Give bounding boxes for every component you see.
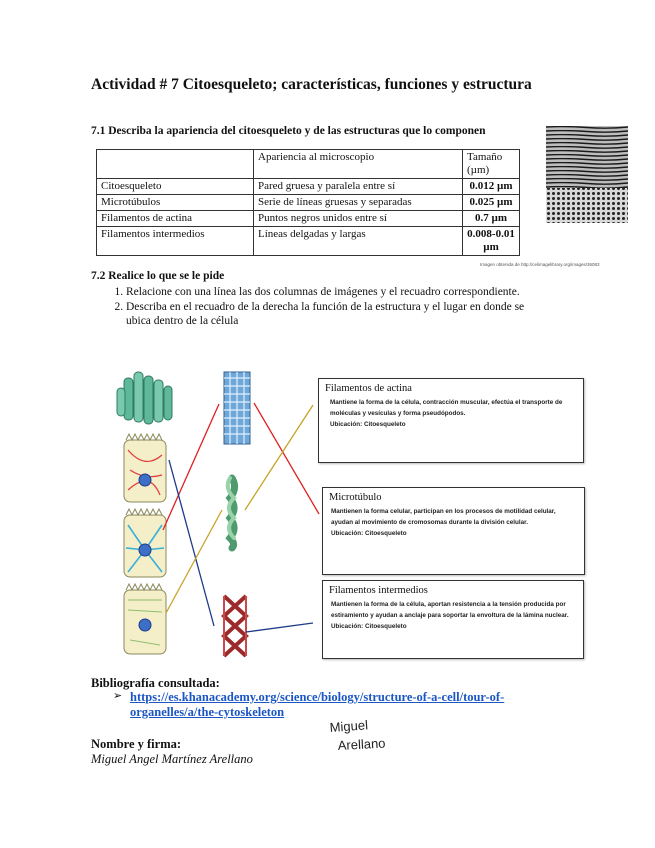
- structure-size: 0.008-0.01 µm: [463, 227, 520, 256]
- instruction-item: 2. Describa en el recuadro de la derecha la función de la estructura y el lugar en donde se ubica dentro de la célula: [126, 300, 546, 329]
- signature-last: Arellano: [337, 735, 386, 753]
- microtubule-description-box: [322, 487, 585, 575]
- structure-name: Filamentos de actina: [97, 211, 254, 227]
- micrograph-image: [546, 126, 628, 223]
- structure-name: Microtúbulos: [97, 195, 254, 211]
- instruction-item: 1. Relacione con una línea las dos columnas de imágenes y el recuadro correspondiente.: [126, 285, 546, 300]
- box-description: Mantienen la forma celular, participan en los procesos de motilidad celular, ayudan al movimiento de cromosomas durante la división celular.: [331, 508, 556, 526]
- section-2-heading: 7.2 Realice lo que se le pide: [91, 270, 225, 282]
- box-description: Mantiene la forma de la célula, contracción muscular, efectúa el transporte de moléculas y vesículas y forma pseudópodos.: [330, 399, 563, 417]
- box-title: Filamentos de actina: [325, 383, 412, 394]
- bibliography-heading: Bibliografía consultada:: [91, 676, 220, 690]
- box-title: Microtúbulo: [329, 492, 382, 503]
- connector-line: [246, 623, 313, 632]
- box-title: Filamentos intermedios: [329, 585, 428, 596]
- bibliography-link[interactable]: https://es.khanacademy.org/science/biology/structure-of-a-cell/tour-of-organelles/a/the-cytoskeleton: [130, 690, 505, 719]
- table-row: [97, 179, 520, 195]
- cell-actin-illustration: [124, 434, 166, 502]
- structure-appearance: Puntos negros unidos entre sí: [254, 211, 463, 227]
- table-row: [97, 227, 520, 256]
- structure-name: Filamentos intermedios: [97, 227, 254, 256]
- structure-size: 0.012 µm: [463, 179, 520, 195]
- handwritten-signature: [328, 716, 403, 756]
- image-credit: Imagen obtenida de http://celimagelibrary.org/images/36083: [480, 262, 600, 267]
- box-location: Ubicación: Citoesqueleto: [331, 530, 407, 537]
- structure-appearance: Líneas delgadas y largas: [254, 227, 463, 256]
- structures-table: [96, 149, 520, 256]
- connector-line: [163, 404, 219, 530]
- connector-line: [245, 405, 313, 510]
- connector-line: [166, 510, 222, 613]
- structure-appearance: Pared gruesa y paralela entre sí: [254, 179, 463, 195]
- actin-helix-illustration: [228, 478, 235, 548]
- cell-intermediate-illustration: [124, 584, 166, 654]
- microtubule-lattice-illustration: [224, 372, 250, 444]
- table-row: [97, 195, 520, 211]
- structure-size: 0.7 µm: [463, 211, 520, 227]
- signature-first: Miguel: [329, 717, 369, 735]
- table-header-cell: [97, 150, 254, 179]
- table-header-cell: Apariencia al microscopio: [254, 150, 463, 179]
- table-header-row: [97, 150, 520, 179]
- instructions-list: [108, 285, 546, 329]
- arrow-bullet-icon: ➢: [113, 690, 123, 702]
- box-description: Mantienen la forma de la célula, aportan resistencia a la tensión producida por estiramiento y ayudan a anclaje para soportar la envoltura de la lámina nuclear.: [331, 601, 569, 619]
- connector-line: [254, 403, 319, 514]
- name-heading: Nombre y firma:: [91, 737, 182, 751]
- structure-appearance: Serie de líneas gruesas y separadas: [254, 195, 463, 211]
- actin-description-box: [318, 378, 584, 463]
- cytoskeleton-bundle-illustration: [117, 372, 172, 424]
- table-header-cell: Tamaño (µm): [463, 150, 520, 179]
- section-1-heading: 7.1 Describa la apariencia del citoesqueleto y de las estructuras que lo componen: [91, 125, 486, 137]
- connector-line: [169, 460, 214, 626]
- cell-microtubule-illustration: [124, 509, 166, 577]
- box-location: Ubicación: Citoesqueleto: [330, 421, 406, 428]
- structure-size: 0.025 µm: [463, 195, 520, 211]
- page-title: Actividad # 7 Citoesqueleto; características, funciones y estructura: [91, 76, 532, 93]
- structure-name: Citoesqueleto: [97, 179, 254, 195]
- box-location: Ubicación: Citoesqueleto: [331, 623, 407, 630]
- intermediate-description-box: [322, 580, 584, 659]
- author-name: Miguel Angel Martínez Arellano: [91, 752, 253, 766]
- table-row: [97, 211, 520, 227]
- intermediate-rope-illustration: [224, 596, 246, 656]
